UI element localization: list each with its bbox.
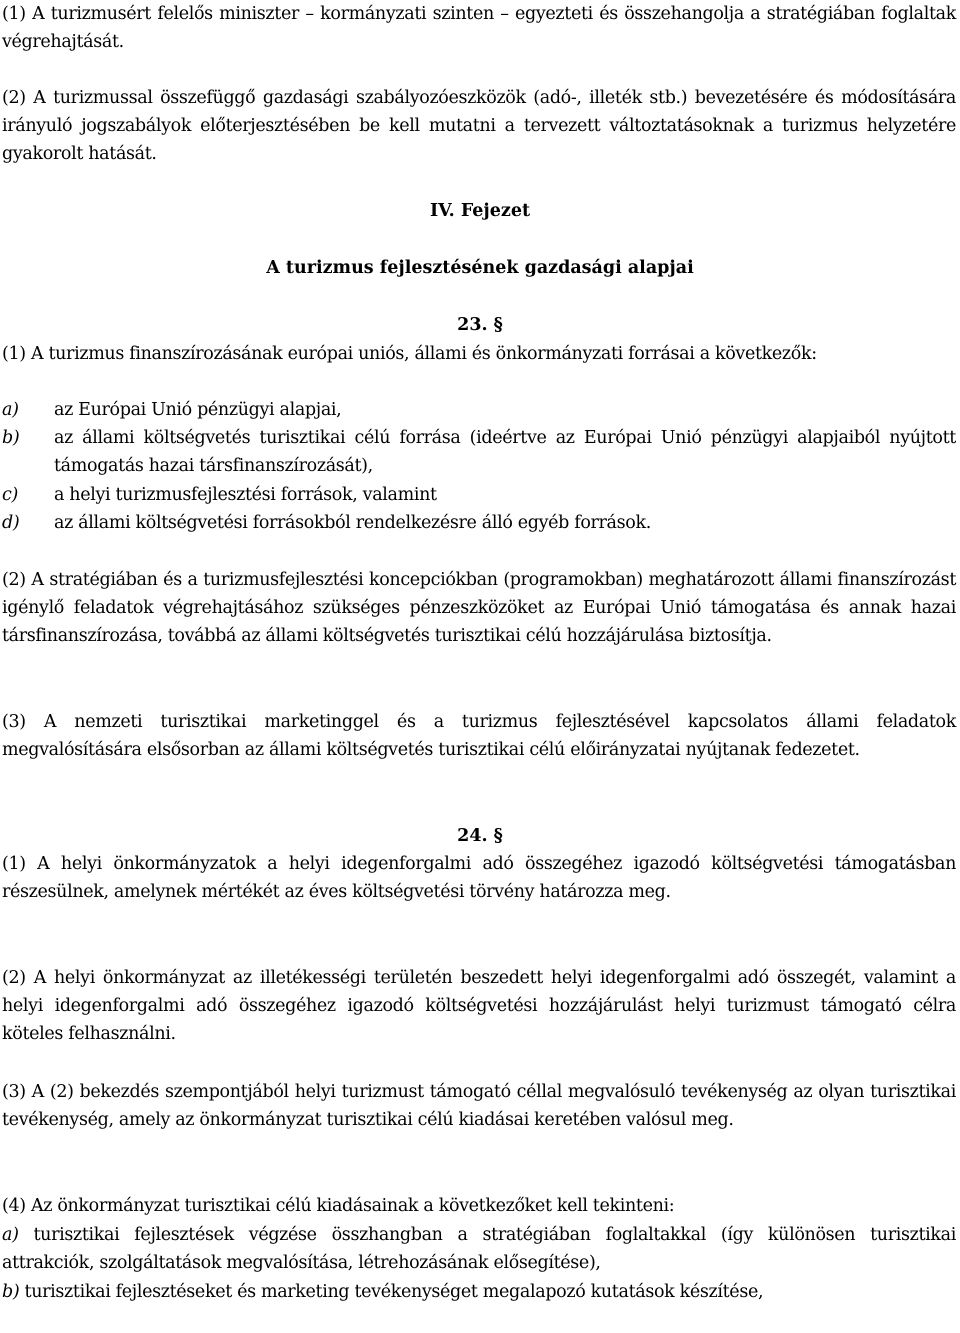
paragraph-24-1: (1) A helyi önkormányzatok a helyi idegenforgalmi adó összegéhez igazodó költségvetési támogatásban részesülnek, amelynek mértékét az éves költségvetési törvény határozza meg. — [2, 854, 956, 903]
paragraph-24-4-b — [2, 1278, 956, 1306]
paragraph-24-4-a — [2, 1221, 956, 1277]
list-item-text: turisztikai fejlesztéseket és marketing tevékenységet megalapozó kutatások készítése, — [19, 1282, 764, 1302]
paragraph-24-4: (4) Az önkormányzat turisztikai célú kiadásainak a következőket kell tekinteni: — [2, 1196, 675, 1216]
paragraph-23-2: (2) A stratégiában és a turizmusfejlesztési koncepciókban (programokban) meghatározott állami finanszírozást igénylő feladatok végrehajtásához szükséges pénzeszközöket az Európai Unió támogatása és annak hazai társfinanszírozása, továbbá az állami költségvetés turisztikai célú hozzájárulása biztosítja. — [2, 570, 956, 647]
paragraph-22-1: (1) A turizmusért felelős miniszter – kormányzati szinten – egyezteti és összehangolja a stratégiában foglaltak végrehajtását. — [2, 4, 956, 53]
list-item-label: a) — [2, 400, 19, 420]
section-23-heading: 23. § — [457, 315, 503, 335]
list-item-text: a helyi turizmusfejlesztési források, valamint — [54, 484, 437, 505]
list-item — [2, 481, 956, 509]
list-item — [2, 424, 956, 480]
paragraph-23-1: (1) A turizmus finanszírozásának európai uniós, állami és önkormányzati forrásai a következők: — [2, 344, 817, 364]
list-item — [2, 396, 956, 424]
section-24-heading: 24. § — [457, 826, 503, 846]
list-item-label: b) — [2, 428, 20, 449]
list-item-label: c) — [2, 484, 18, 505]
list-item-label: d) — [2, 512, 20, 533]
chapter-title: A turizmus fejlesztésének gazdasági alapjai — [266, 258, 694, 278]
chapter-number: IV. Fejezet — [429, 201, 531, 221]
paragraph-23-3: (3) A nemzeti turisztikai marketinggel és a turizmus fejlesztésével kapcsolatos állami feladatok megvalósítására elsősorban az állami költségvetés turisztikai célú előirányzatai nyújtanak fedezetet. — [2, 712, 956, 761]
paragraph-24-3: (3) A (2) bekezdés szempontjából helyi turizmust támogató céllal megvalósuló tevékenység az olyan turisztikai tevékenység, amely az önkormányzat turisztikai célú kiadásai keretében valósul meg. — [2, 1082, 956, 1131]
paragraph-24-2: (2) A helyi önkormányzat az illetékességi területén beszedett helyi idegenforgalmi adó összegét, valamint a helyi idegenforgalmi adó összegéhez igazodó költségvetési hozzájárulást helyi turizmust támogató célra köteles felhasználni. — [2, 968, 956, 1045]
list-item-text: az állami költségvetés turisztikai célú forrása (ideértve az Európai Unió pénzügyi alapjaiból nyújtott támogatás hazai társfinanszírozását), — [54, 428, 956, 477]
list-item — [2, 509, 956, 537]
list-item-text: az állami költségvetési forrásokból rendelkezésre álló egyéb források. — [54, 512, 651, 533]
list-item-label: b) — [2, 1282, 20, 1302]
section-23-list — [2, 396, 956, 537]
list-item-text: az Európai Unió pénzügyi alapjai, — [54, 400, 342, 420]
list-item-text: turisztikai fejlesztések végzése összhangban a stratégiában foglaltakkal (így különösen turisztikai attrakciók, szolgáltatások megvalósítása, létrehozásának elősegítése), — [2, 1225, 956, 1274]
list-item-label: a) — [2, 1225, 19, 1245]
paragraph-22-2: (2) A turizmussal összefüggő gazdasági szabályozóeszközök (adó-, illeték stb.) bevezetésére és módosítására irányuló jogszabályok előterjesztésében be kell mutatni a tervezett változtatásoknak a turizmus helyzetére gyakorolt hatását. — [2, 88, 956, 165]
